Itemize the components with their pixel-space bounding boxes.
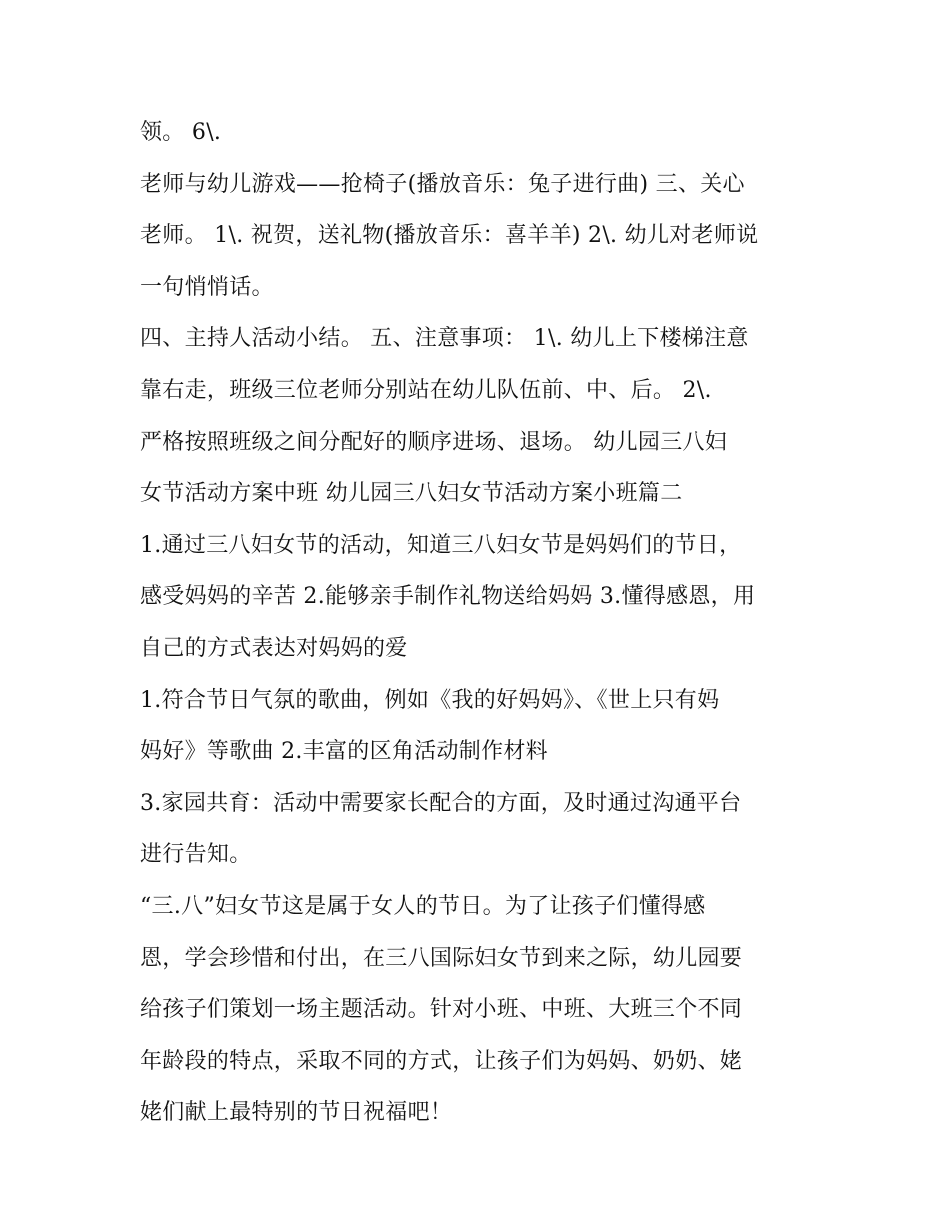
- text-line-19: 年龄段的特点，采取不同的方式，让孩子们为妈妈、奶奶、姥: [140, 1048, 743, 1074]
- text-line-16: “三.八”妇女节这是属于女人的节日。为了让孩子们懂得感: [140, 893, 706, 919]
- text-line-11: 自己的方式表达对妈妈的爱: [140, 635, 408, 661]
- text-line-4: 一句悄悄话。: [140, 274, 274, 300]
- text-line-9: 1.通过三八妇女节的活动，知道三八妇女节是妈妈们的节日，: [140, 532, 742, 558]
- text-line-1: 领。 6\.: [140, 120, 222, 145]
- document-body: [140, 107, 820, 1139]
- text-line-14: 3.家园共育：活动中需要家长配合的方面，及时通过沟通平台: [140, 790, 742, 816]
- text-line-10: 感受妈妈的辛苦 2.能够亲手制作礼物送给妈妈 3.懂得感恩，用: [140, 584, 756, 610]
- text-line-17: 恩，学会珍惜和付出，在三八国际妇女节到来之际，幼儿园要: [140, 945, 743, 971]
- text-line-7: 严格按照班级之间分配好的顺序进场、退场。 幼儿园三八妇: [140, 429, 728, 455]
- text-line-15: 进行告知。: [140, 842, 252, 868]
- text-line-2: 老师与幼儿游戏——抢椅子(播放音乐：兔子进行曲) 三、关心: [140, 171, 745, 197]
- text-line-3: 老师。 1\. 祝贺，送礼物(播放音乐：喜羊羊) 2\. 幼儿对老师说: [140, 223, 759, 249]
- text-line-13: 妈好》等歌曲 2.丰富的区角活动制作材料: [140, 739, 548, 765]
- text-line-20: 姥们献上最特别的节日祝福吧！: [140, 1100, 453, 1126]
- text-line-5: 四、主持人活动小结。 五、注意事项： 1\. 幼儿上下楼梯注意: [140, 326, 749, 352]
- text-line-6: 靠右走，班级三位老师分别站在幼儿队伍前、中、后。 2\.: [140, 377, 712, 403]
- text-line-12: 1.符合节日气氛的歌曲，例如《我的好妈妈》、《世上只有妈: [140, 687, 720, 713]
- text-line-18: 给孩子们策划一场主题活动。针对小班、中班、大班三个不同: [140, 997, 743, 1023]
- text-line-8: 女节活动方案中班 幼儿园三八妇女节活动方案小班篇二: [140, 481, 683, 507]
